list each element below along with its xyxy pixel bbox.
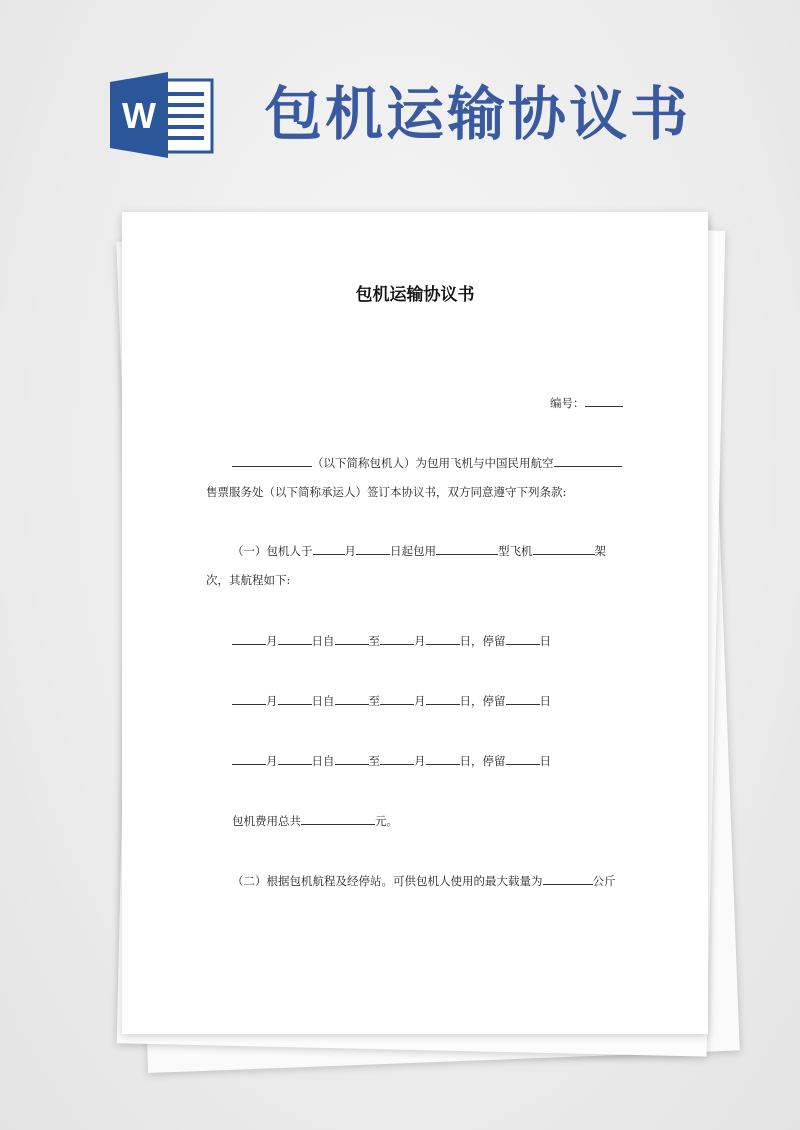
clause-2-line <box>232 872 616 889</box>
intro-text-1: （以下简称包机人）为包用飞机与中国民用航空 <box>312 456 554 470</box>
intro-line-1 <box>232 454 622 471</box>
flights-label: 架 <box>594 544 606 558</box>
route-row: 月 日自 至 月 日，停留 日 <box>232 752 551 769</box>
fee-unit: 元。 <box>375 814 398 828</box>
route-row: 月 日自 至 月 日，停留 日 <box>232 632 551 649</box>
plane-type-label: 型飞机 <box>498 544 533 558</box>
fee-blank <box>301 812 375 825</box>
agency-blank <box>554 454 622 467</box>
day-blank <box>356 542 390 555</box>
month-label: 月 <box>344 544 356 558</box>
flights-blank <box>533 542 595 555</box>
clause-2-text: （二）根据包机航程及经停站。可供包机人使用的最大载量为 <box>232 874 543 888</box>
document-title: 包机运输协议书 <box>355 285 475 305</box>
route-row: 月 日自 至 月 日，停留 日 <box>232 692 551 709</box>
word-document-icon <box>110 72 214 158</box>
month-blank <box>313 542 345 555</box>
intro-line-2: 售票服务处（以下简称承运人）签订本协议书，双方同意遵守下列条款: <box>206 485 567 499</box>
plane-type-blank <box>436 542 498 555</box>
number-blank <box>585 394 623 407</box>
fee-line <box>232 812 398 829</box>
clause-1-line-1 <box>232 542 606 559</box>
document-page <box>122 212 708 1034</box>
fee-label: 包机费用总共 <box>232 814 301 828</box>
load-unit: 公斤 <box>592 874 616 888</box>
page-title: 包机运输协议书 <box>264 80 692 148</box>
logo-letter: W <box>122 95 156 136</box>
max-load-blank <box>543 872 593 885</box>
document-number <box>550 394 623 411</box>
clause-1-line-2: 次，其航程如下: <box>206 573 291 587</box>
charterer-blank <box>232 454 312 467</box>
clause-1-prefix: （一）包机人于 <box>232 544 313 558</box>
day-label: 日起包用 <box>390 544 436 558</box>
number-label: 编号： <box>550 396 585 410</box>
